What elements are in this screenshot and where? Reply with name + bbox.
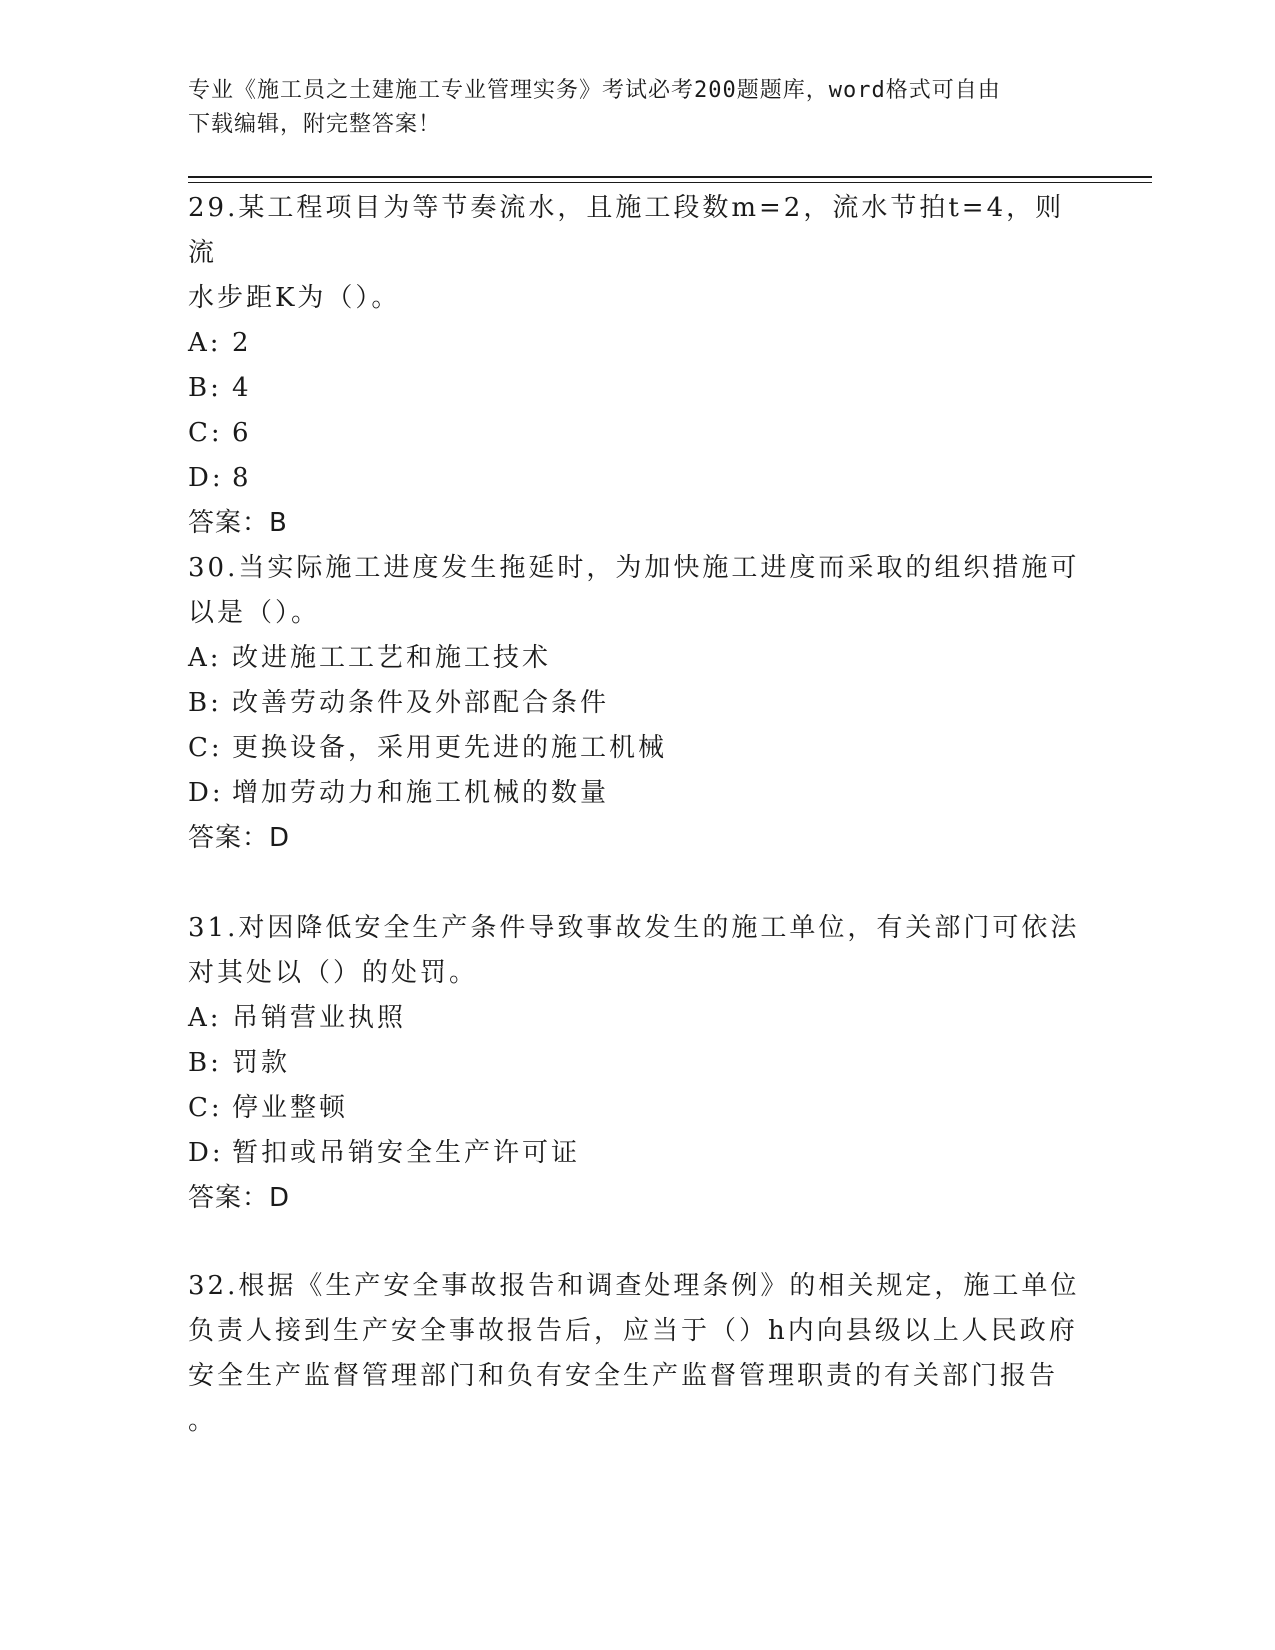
option-key: C:: [188, 1093, 223, 1123]
option-key: A:: [188, 328, 222, 358]
option-b: [188, 1041, 1088, 1086]
question-stem-line: 负责人接到生产安全事故报告后，应当于（）h内向县级以上人民政府: [188, 1316, 1078, 1346]
answer: 答案：D: [188, 1183, 291, 1213]
option-b: [188, 681, 1088, 726]
option-d: [188, 456, 1088, 501]
answer: 答案：D: [188, 823, 291, 853]
question-31: [188, 906, 1088, 1220]
question-stem-line: 32.根据《生产安全事故报告和调查处理条例》的相关规定，施工单位: [188, 1271, 1080, 1301]
question-stem-line: 安全生产监督管理部门和负有安全生产监督管理职责的有关部门报告: [188, 1361, 1059, 1391]
header-line-1: 专业《施工员之土建施工专业管理实务》考试必考200题题库，word格式可自由: [188, 78, 1001, 103]
header-divider-thick: [188, 176, 1152, 178]
option-text: 4: [232, 373, 252, 403]
option-text: 8: [232, 463, 252, 493]
option-text: 6: [232, 418, 252, 448]
option-c: [188, 726, 1088, 771]
option-key: B:: [188, 688, 222, 718]
question-stem-line: 30.当实际施工进度发生拖延时，为加快施工进度而采取的组织措施可: [188, 553, 1080, 583]
option-key: C:: [188, 733, 223, 763]
question-stem-line: 31.对因降低安全生产条件导致事故发生的施工单位，有关部门可依法: [188, 913, 1080, 943]
option-a: [188, 321, 1088, 366]
question-29: [188, 186, 1088, 545]
option-text: 2: [232, 328, 252, 358]
option-key: D:: [188, 1138, 224, 1168]
answer: 答案：B: [188, 508, 288, 538]
option-c: [188, 1086, 1088, 1131]
question-stem-line: 以是（）。: [188, 598, 321, 628]
option-text: 罚款: [232, 1048, 291, 1078]
option-text: 增加劳动力和施工机械的数量: [232, 778, 610, 808]
option-key: D:: [188, 778, 224, 808]
option-key: B:: [188, 373, 222, 403]
question-30: [188, 546, 1088, 860]
question-stem-line: 水步距K为（）。: [188, 283, 401, 313]
option-a: [188, 636, 1088, 681]
question-32: [188, 1264, 1088, 1444]
option-text: 更换设备，采用更先进的施工机械: [232, 733, 668, 763]
option-key: C:: [188, 418, 223, 448]
option-key: A:: [188, 643, 222, 673]
option-a: [188, 996, 1088, 1041]
option-d: [188, 1131, 1088, 1176]
option-text: 改善劳动条件及外部配合条件: [232, 688, 610, 718]
question-stem-line: 对其处以（）的处罚。: [188, 958, 479, 988]
option-b: [188, 366, 1088, 411]
option-key: D:: [188, 463, 224, 493]
option-c: [188, 411, 1088, 456]
document-header: [188, 74, 1068, 142]
option-text: 改进施工工艺和施工技术: [232, 643, 552, 673]
question-stem-line: 29.某工程项目为等节奏流水，且施工段数m=2，流水节拍t=4，则流: [188, 193, 1065, 268]
option-text: 停业整顿: [232, 1093, 349, 1123]
option-key: A:: [188, 1003, 222, 1033]
option-text: 吊销营业执照: [232, 1003, 407, 1033]
header-line-2: 下载编辑，附完整答案！: [188, 112, 442, 137]
option-d: [188, 771, 1088, 816]
question-stem-line: 。: [188, 1406, 218, 1436]
header-divider-thin: [188, 182, 1152, 183]
option-text: 暂扣或吊销安全生产许可证: [232, 1138, 581, 1168]
option-key: B:: [188, 1048, 222, 1078]
